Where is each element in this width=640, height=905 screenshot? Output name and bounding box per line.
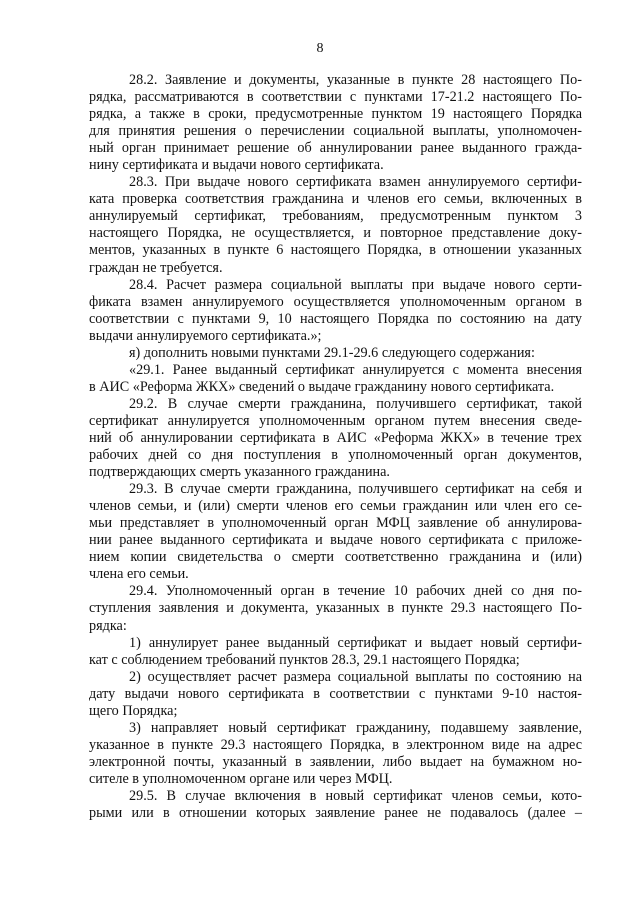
text-line: 3) направляет новый сертификат гражданину, подавшему заявление,	[129, 719, 582, 736]
text-line: членов семьи, и (или) смерти членов его семьи гражданин или член его се-	[89, 498, 582, 515]
text-line: мьи представляет в уполномоченный орган МФЦ заявление об аннулирова-	[89, 515, 582, 532]
text-line: электронной почты, указанный в заявлении, либо выдает на бумажном но-	[89, 753, 582, 770]
text-line: ный орган принимает решение об аннулировании ранее выданного гражда-	[89, 140, 582, 157]
text-line: дату выдачи нового сертификата в соответствии с пунктами 9-10 настоя-	[89, 685, 582, 702]
text-line: сертификат аннулируется уполномоченным органом путем внесения сведе-	[89, 412, 582, 429]
text-line: 1) аннулирует ранее выданный сертификат и выдает новый сертифи-	[129, 634, 582, 651]
page-number: 8	[316, 41, 324, 56]
text-line: я) дополнить новыми пунктами 29.1-29.6 следующего содержания:	[129, 344, 535, 361]
text-line: аннулируемый сертификат, требованиям, предусмотренным пунктом 3	[89, 208, 582, 225]
text-line: ступления заявления и документа, указанных в пункте 29.3 настоящего По-	[89, 600, 582, 617]
text-line: щего Порядка;	[89, 702, 178, 719]
text-line: сителе в уполномоченном органе или через МФЦ.	[89, 770, 393, 787]
text-line: 28.2. Заявление и документы, указанные в пункте 28 настоящего По-	[129, 72, 582, 88]
text-line: соответствии с пунктами 9, 10 настоящего Порядка по состоянию на дату	[89, 310, 582, 327]
text-line: рядка, рассматриваются в соответствии с пунктами 17-21.2 настоящего По-	[89, 89, 582, 106]
text-line: рабочих дней со дня поступления в уполномоченный орган документов,	[89, 447, 582, 464]
text-line: граждан не требуется.	[89, 259, 223, 276]
text-line: нии ранее выданного сертификата и выдаче нового сертификата с приложе-	[89, 532, 582, 549]
text-line: ний об аннулировании сертификата в АИС «Реформа ЖКХ» в течение трех	[89, 429, 582, 446]
text-line: указанное в пункте 29.3 настоящего Порядка, в электронном виде на адрес	[89, 736, 582, 753]
text-line: 28.4. Расчет размера социальной выплаты при выдаче нового серти-	[129, 276, 582, 293]
text-line: нину сертификата и выдачи нового сертификата.	[89, 157, 384, 174]
text-line: выдачи аннулируемого сертификата.»;	[89, 327, 322, 344]
text-line: в АИС «Реформа ЖКХ» сведений о выдаче гражданину нового сертификата.	[89, 378, 555, 395]
text-line: фиката взамен аннулируемого осуществляется уполномоченным органом в	[89, 293, 582, 310]
text-line: ката проверка соответствия гражданина и членов его семьи, включенных в	[89, 191, 582, 208]
text-line: нием копии свидетельства о смерти соответственно гражданина и (или)	[89, 549, 582, 566]
text-line: 29.5. В случае включения в новый сертификат членов семьи, кото-	[129, 787, 582, 804]
text-line: для принятия решения о перечислении социальной выплаты, уполномочен-	[89, 123, 582, 140]
text-line: 29.4. Уполномоченный орган в течение 10 рабочих дней со дня по-	[129, 583, 582, 600]
text-line: «29.1. Ранее выданный сертификат аннулируется с момента внесения	[129, 361, 582, 378]
text-line: 29.3. В случае смерти гражданина, получившего сертификат на себя и	[129, 481, 582, 498]
text-line: кат с соблюдением требований пунктов 28.3, 29.1 настоящего Порядка;	[89, 651, 520, 668]
text-line: 28.3. При выдаче нового сертификата взамен аннулируемого сертифи-	[129, 174, 582, 191]
text-line: 2) осуществляет расчет размера социальной выплаты по состоянию на	[129, 668, 582, 685]
text-line: подтверждающих смерть указанного гражданина.	[89, 464, 390, 481]
text-line: рыми или в отношении которых заявление ранее не подавалось (далее –	[89, 805, 582, 822]
document-body	[89, 72, 582, 822]
text-line: рядка:	[89, 617, 127, 634]
text-line: члена его семьи.	[89, 566, 189, 583]
text-line: ментов, указанных в пункте 6 настоящего Порядка, в отношении указанных	[89, 242, 582, 259]
text-line: 29.2. В случае смерти гражданина, получившего сертификат, такой	[129, 395, 582, 412]
text-line: рядка, а также в сроки, предусмотренные пунктом 19 настоящего Порядка	[89, 106, 582, 123]
text-line: настоящего Порядка, не осуществляется, и повторное представление доку-	[89, 225, 582, 242]
